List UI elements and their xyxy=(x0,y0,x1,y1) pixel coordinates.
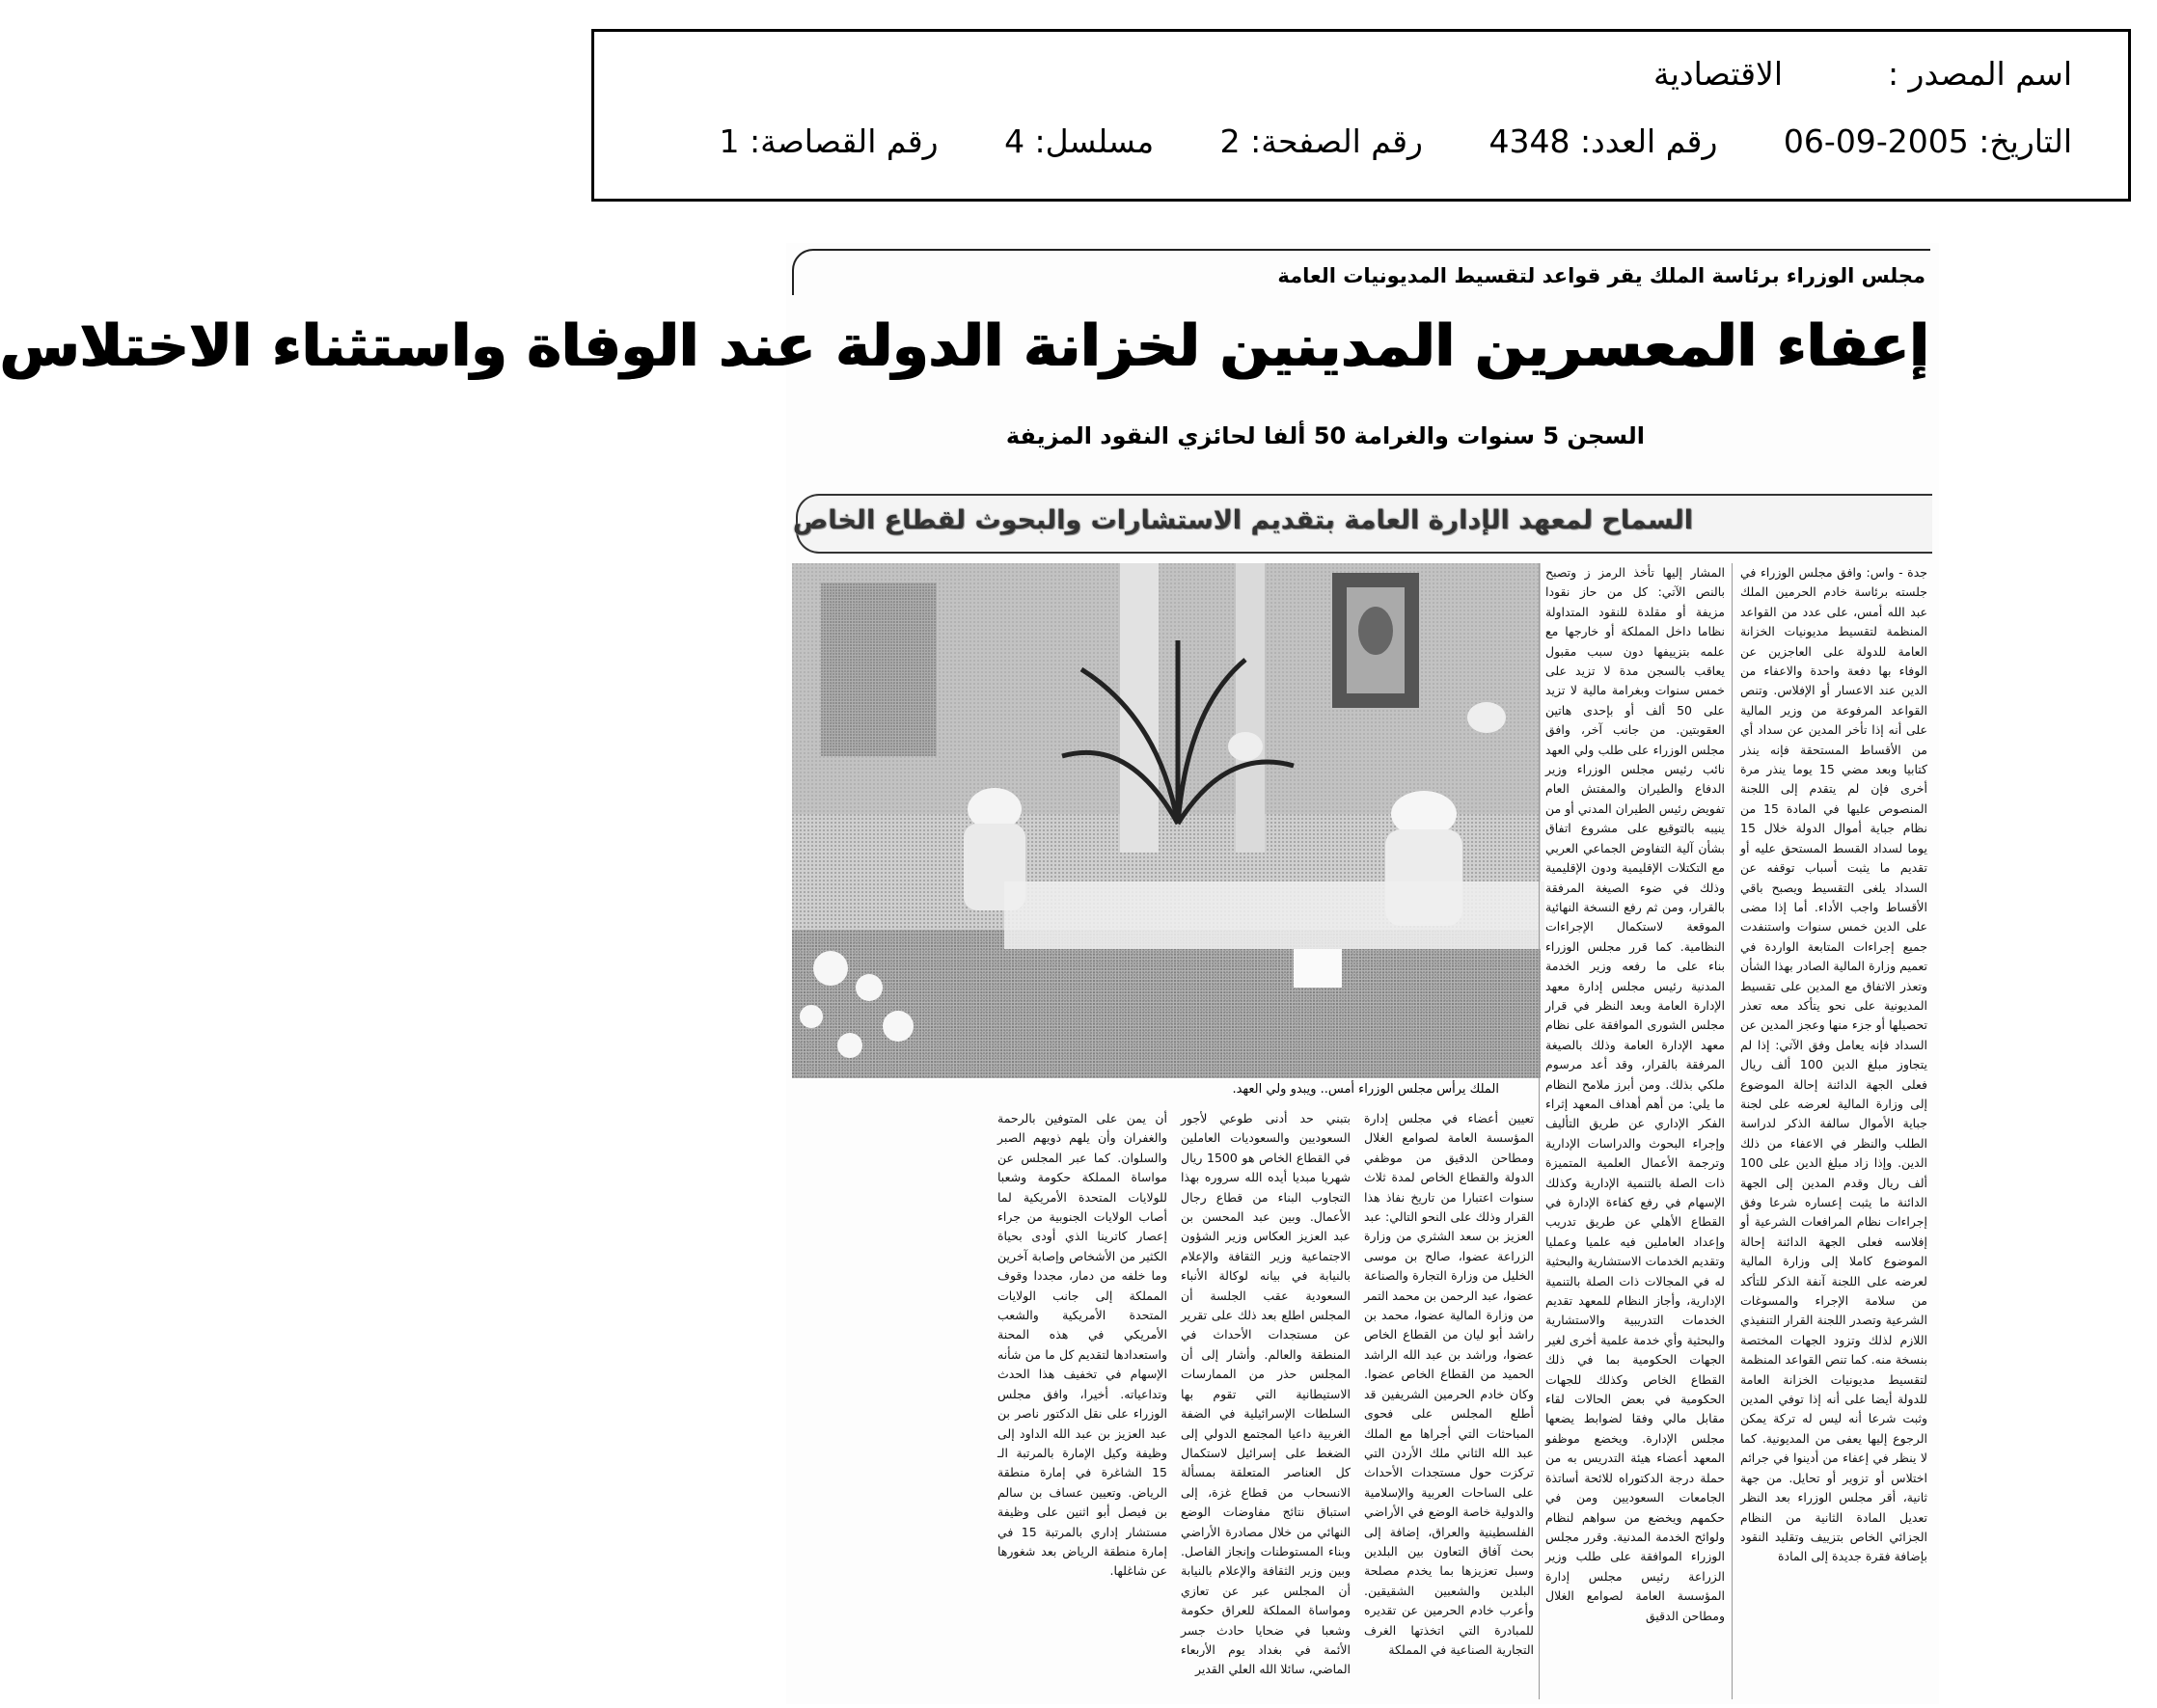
column-rule xyxy=(1732,563,1733,1699)
source-row xyxy=(1653,55,2072,93)
banner-text: السماح لمعهد الإدارة العامة بتقديم الاستشارات والبحوث لقطاع الخاص xyxy=(792,505,1693,535)
serial-field: مسلسل: 4 xyxy=(1004,122,1155,160)
clip-number-field: رقم القصاصة: 1 xyxy=(719,122,939,160)
article-kicker: مجلس الوزراء برئاسة الملك يقر قواعد لتقسيط المديونيات العامة xyxy=(1277,264,1925,287)
article-subheadline: السجن 5 سنوات والغرامة 50 ألفا لحائزي النقود المزيفة xyxy=(1005,422,1645,449)
photo-image xyxy=(792,563,1541,1078)
photo-caption: الملك يرأس مجلس الوزراء أمس.. ويبدو ولي العهد. xyxy=(1232,1082,1499,1097)
column-rule xyxy=(1539,563,1540,1699)
details-row xyxy=(719,122,2072,160)
article-column-1: جدة - واس: وافق مجلس الوزراء في جلسته برئاسة خادم الحرمين الملك عبد الله أمس، على عدد من القواعد المنظمة لتقسيط مديونيات الخزانة العامة للدولة على العاجزين عن الوفاء بها دفعة واحدة والاعفاء من الدين عند الاعسار أو الإفلاس. وتنص القواعد المرفوعة من وزير المالية على أنه إذا تأخر المدين عن سداد أي من الأقساط المستحقة فإنه ينذر كتابيا وبعد مضي 15 يوما ينذر مرة أخرى فإن لم يتقدم إلى اللجنة المنصوص عليها في المادة 15 من نظام جباية أموال الدولة خلال 15 يوما لسداد القسط المستحق عليه أو تقديم ما يثبت أسباب توقفه عن السداد يلغى التقسيط ويصبح باقي الأقساط واجب الأداء. أما إذا مضى على الدين خمس سنوات واستنفدت جميع إجراءات المتابعة الواردة في تعميم وزارة المالية الصادر بهذا الشأن وتعذر الاتفاق مع المدين على تقسيط المديونية على نحو يتأكد معه تعذر تحصيلها أو جزء منها وعجز المدين عن السداد فإنه يعامل وفق الآتي: إذا لم يتجاوز مبلغ الدين 100 ألف ريال فعلى الجهة الدائنة إحالة الموضوع إلى وزارة المالية لعرضه على لجنة جباية الأموال سالفة الذكر لدراسة الطلب والنظر في الاعفاء من ذلك الدين. وإذا زاد مبلغ الدين على 100 ألف ريال وقدم المدين إلى الجهة الدائنة ما يثبت إعساره شرعا وفق إجراءات نظام المرافعات الشرعية أو إفلاسه فعلى الجهة الدائنة إحالة الموضوع كاملا إلى وزارة المالية لعرضه على اللجنة آنفة الذكر للتأكد من سلامة الإجراء والمسوغات الشرعية وتصدر اللجنة القرار التنفيذي اللازم لذلك وتزود الجهات المختصة بنسخة منه. كما تنص القواعد المنظمة لتقسيط مديونيات الخزانة العامة للدولة أيضا على أنه إذا توفي المدين وثبت شرعا أنه ليس له تركة يمكن الرجوع إليها يعفى من المديونية. كما لا ينظر في إعفاء من أدينوا في جرائم اختلاس أو تزوير أو تحايل. من جهة ثانية، أقر مجلس الوزراء بعد النظر تعديل المادة الثانية من النظام الجزائي الخاص بتزييف وتقليد النقود بإضافة فقرة جديدة إلى المادة xyxy=(1740,565,1928,1564)
article-column-2: المشار إليها تأخذ الرمز ز وتصبح بالنص الآتي: كل من حاز نقودا مزيفة أو مقلدة للنقود المتداولة نظاما داخل المملكة أو خارجها مع علمه بتزييفها دون سبب مقبول يعاقب بالسجن مدة لا تزيد على خمس سنوات وبغرامة مالية لا تزيد على 50 ألف أو بإحدى هاتين العقوبتين. من جانب آخر، وافق مجلس الوزراء على طلب ولي العهد نائب رئيس مجلس الوزراء وزير الدفاع والطيران والمفتش العام تفويض رئيس الطيران المدني أو من ينيبه بالتوقيع على مشروع اتفاق بشأن آلية التفاوض الجماعي العربي مع التكتلات الإقليمية ودون الإقليمية وذلك في ضوء الصيغة المرفقة بالقرار، ومن ثم رفع النسخة النهائية الموقعة لاستكمال الإجراءات النظامية. كما قرر مجلس الوزراء بناء على ما رفعه وزير الخدمة المدنية رئيس مجلس إدارة معهد الإدارة العامة وبعد النظر في قرار مجلس الشورى الموافقة على نظام معهد الإدارة العامة وذلك بالصيغة المرفقة بالقرار، وقد أعد مرسوم ملكي بذلك. ومن أبرز ملامح النظام ما يلي: من أهم أهداف المعهد إثراء الفكر الإداري عن طريق التأليف وإجراء البحوث والدراسات الإدارية وترجمة الأعمال العلمية المتميزة ذات الصلة بالتنمية الإدارية وكذلك الإسهام في رفع كفاءة الإدارة في القطاع الأهلي عن طريق تدريب وإعداد العاملين فيه علميا وعمليا وتقديم الخدمات الاستشارية والبحثية له في المجالات ذات الصلة بالتنمية الإدارية، وأجاز النظام للمعهد تقديم الخدمات التدريبية والاستشارية والبحثية وأي خدمة علمية أخرى لغير الجهات الحكومية بما في ذلك القطاع الخاص وكذلك للجهات الحكومية في بعض الحالات لقاء مقابل مالي وفقا لضوابط يضعها مجلس الإدارة. ويخضع موظفو المعهد أعضاء هيئة التدريس به من حملة درجة الدكتوراه للائحة أساتذة الجامعات السعوديين ومن في حكمهم ويخضع من سواهم لنظام ولوائح الخدمة المدنية. وقرر مجلس الوزراء الموافقة على طلب وزير الزراعة رئيس مجلس إدارة المؤسسة العامة لصوامع الغلال ومطاحن الدقيق xyxy=(1545,565,1725,1623)
date-field: التاريخ: 2005-09-06 xyxy=(1783,122,2072,160)
article-column-4: بتبني حد أدنى طوعي لأجور السعوديين والسعوديات العاملين في القطاع الخاص هو 1500 ريال شهريا مبديا أيده الله سروره بهذا التجاوب البناء من قطاع رجال الأعمال. وبين عبد المحسن بن عبد العزيز العكاس وزير الشؤون الاجتماعية وزير الثقافة والإعلام بالنيابة في بيانه لوكالة الأنباء السعودية عقب الجلسة أن المجلس اطلع بعد ذلك على تقرير عن مستجدات الأحداث في المنطقة والعالم. وأشار إلى أن المجلس حذر من الممارسات الاستيطانية التي تقوم بها السلطات الإسرائيلية في الضفة الغربية داعيا المجتمع الدولي إلى الضغط على إسرائيل لاستكمال كل العناصر المتعلقة بمسألة الانسحاب من قطاع غزة، إلى استباق نتائج مفاوضات الوضع النهائي من خلال مصادرة الأراضي وبناء المستوطنات وإنجاز الفاصل. وبين وزير الثقافة والإعلام بالنيابة أن المجلس عبر عن تعازي ومواساة المملكة للعراق حكومة وشعبا في ضحايا حادث جسر الأئمة في بغداد يوم الأربعاء الماضي، سائلا الله العلي القدير xyxy=(1181,1111,1351,1677)
article-headline: إعفاء المعسرين المدينين لخزانة الدولة عند الوفاة واستثناء الاختلاس xyxy=(0,312,1929,380)
clipping-metadata-box xyxy=(591,29,2131,202)
cabinet-meeting-photo xyxy=(792,563,1541,1078)
source-label: اسم المصدر : xyxy=(1887,55,2072,93)
issue-number-field: رقم العدد: 4348 xyxy=(1488,122,1718,160)
newspaper-clipping xyxy=(0,243,1939,1704)
article-column-3: تعيين أعضاء في مجلس إدارة المؤسسة العامة لصوامع الغلال ومطاحن الدقيق من موظفي الدولة والقطاع الخاص لمدة ثلاث سنوات اعتبارا من تاريخ نفاذ هذا القرار وذلك على النحو التالي: عبد العزيز بن سعد الشثري من وزارة الزراعة عضوا، صالح بن موسى الخليل من وزارة التجارة والصناعة عضوا، عبد الرحمن بن محمد التمر من وزارة المالية عضوا، محمد بن راشد أبو ليان من القطاع الخاص عضوا، وراشد بن عبد الله الراشد الحميد من القطاع الخاص عضوا. وكان خادم الحرمين الشريفين قد أطلع المجلس على فحوى المباحثات التي أجراها مع الملك عبد الله الثاني ملك الأردن التي تركزت حول مستجدات الأحداث على الساحات العربية والإسلامية والدولية خاصة الوضع في الأراضي الفلسطينية والعراق، إضافة إلى بحث آفاق التعاون بين البلدين وسبل تعزيزها بما يخدم مصلحة البلدين والشعبين الشقيقين. وأعرب خادم الحرمين عن تقديره للمبادرة التي اتخذتها الغرف التجارية الصناعية في المملكة xyxy=(1364,1111,1534,1657)
source-value: الاقتصادية xyxy=(1653,55,1783,93)
article-banner xyxy=(792,494,1932,554)
article-column-5: أن يمن على المتوفين بالرحمة والغفران وأن يلهم ذويهم الصبر والسلوان. كما عبر المجلس عن مواساة المملكة حكومة وشعبا للولايات المتحدة الأمريكية لما أصاب الولايات الجنوبية من جراء إعصار كاترينا الذي أودى بحياة الكثير من الأشخاص وإصابة آخرين وما خلفه من دمار، مجددا وقوف المملكة إلى جانب الولايات المتحدة الأمريكية والشعب الأمريكي في هذه المحنة واستعدادها لتقديم كل ما من شأنه الإسهام في تخفيف هذا الحدث وتداعياته. أخيرا، وافق مجلس الوزراء على نقل الدكتور ناصر بن عبد العزيز بن عبد الله الداود إلى وظيفة وكيل الإمارة بالمرتبة الـ 15 الشاغرة في إمارة منطقة الرياض. وتعيين عساف بن سالم بن فيصل أبو اثنين على وظيفة مستشار إداري بالمرتبة 15 في إمارة منطقة الرياض بعد شغورها عن شاغلها. xyxy=(997,1111,1167,1579)
page-number-field: رقم الصفحة: 2 xyxy=(1219,122,1423,160)
